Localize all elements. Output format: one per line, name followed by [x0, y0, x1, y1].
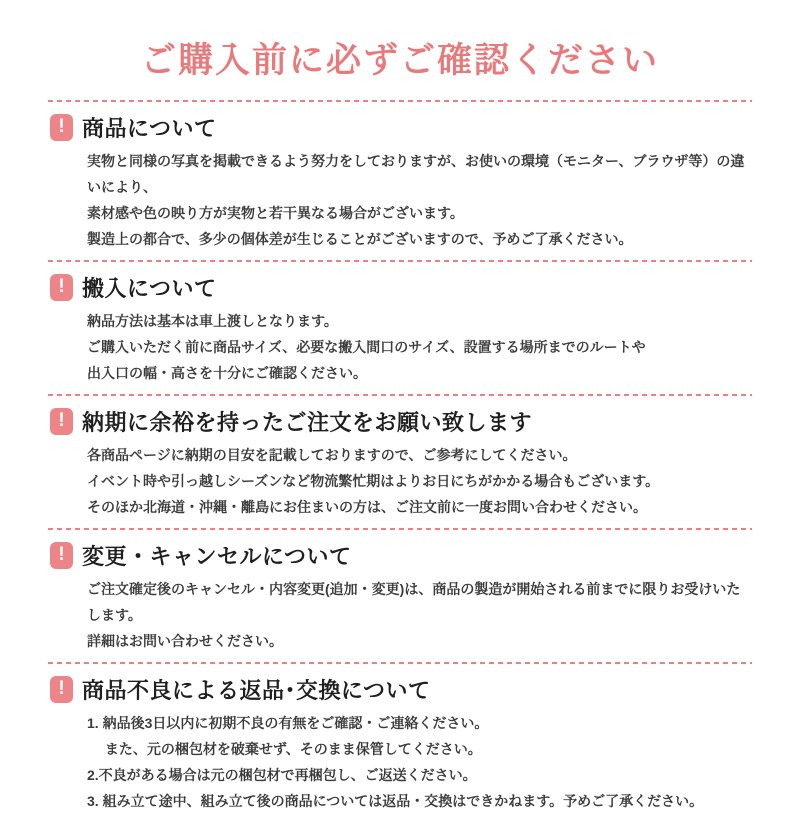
section-heading: 変更・キャンセルについて	[82, 544, 352, 569]
section-about-product	[48, 102, 752, 260]
body-line: 2.不良がある場合は元の梱包材で再梱包し、ご返送ください。	[87, 766, 477, 783]
section-header	[50, 676, 750, 704]
body-line: 素材感や色の映り方が実物と若干異なる場合がございます。	[87, 204, 464, 221]
section-heading: 納期に余裕を持ったご注文をお願い致します	[82, 410, 533, 435]
page-title: ご購入前に必ずご確認ください	[140, 41, 659, 80]
body-line: 詳細はお問い合わせください。	[87, 632, 283, 649]
body-line: 出入口の幅・高さを十分にご確認ください。	[87, 364, 367, 381]
section-body	[87, 148, 750, 252]
body-line: 製造上の都合で、多少の個体差が生じることがございますので、予めご了承ください。	[87, 230, 633, 247]
section-header	[50, 114, 750, 142]
body-line: また、元の梱包材を破棄せず、そのまま保管してください。	[87, 740, 482, 757]
body-line: 各商品ページに納期の目安を記載しておりますので、ご参考にしてください。	[87, 446, 577, 463]
section-heading: 搬入について	[82, 276, 217, 301]
alert-exclamation-icon: !	[50, 114, 73, 141]
section-lead-time	[48, 396, 752, 528]
alert-exclamation-icon: !	[50, 676, 73, 703]
body-line: ご注文確定後のキャンセル・内容変更(追加・変更)は、商品の製造が開始される前までに限りお受けいたします。	[87, 580, 741, 623]
section-header	[50, 542, 750, 570]
section-return-exchange	[48, 664, 752, 822]
body-line: ご購入いただく前に商品サイズ、必要な搬入間口のサイズ、設置する場所までのルートや	[87, 338, 646, 355]
body-line: 納品方法は基本は車上渡しとなります。	[87, 312, 338, 329]
alert-exclamation-icon: !	[50, 542, 73, 569]
body-line: 実物と同様の写真を掲載できるよう努力をしておりますが、お使いの環境（モニター、ブラウザ等）の違いにより、	[87, 152, 745, 195]
alert-exclamation-icon: !	[50, 274, 73, 301]
section-heading: 商品不良による返品･交換について	[82, 678, 431, 703]
body-line: そのほか北海道・沖縄・離島にお住まいの方は、ご注文前に一度お問い合わせください。	[87, 498, 647, 515]
body-line: イベント時や引っ越しシーズンなど物流繁忙期はよりお日にちがかかる場合もございます。	[87, 472, 660, 489]
section-header	[50, 408, 750, 436]
section-body	[87, 442, 750, 520]
section-about-delivery	[48, 262, 752, 394]
section-body	[87, 710, 750, 814]
body-line: 3. 組み立て途中、組み立て後の商品については返品・交換はできかねます。予めご了承ください。	[87, 792, 704, 809]
section-body	[87, 576, 750, 654]
alert-exclamation-icon: !	[50, 408, 73, 435]
body-line: 1. 納品後3日以内に初期不良の有無をご確認・ご連絡ください。	[87, 714, 489, 731]
section-header	[50, 274, 750, 302]
section-heading: 商品について	[82, 116, 217, 141]
section-body	[87, 308, 750, 386]
section-change-cancel	[48, 530, 752, 662]
